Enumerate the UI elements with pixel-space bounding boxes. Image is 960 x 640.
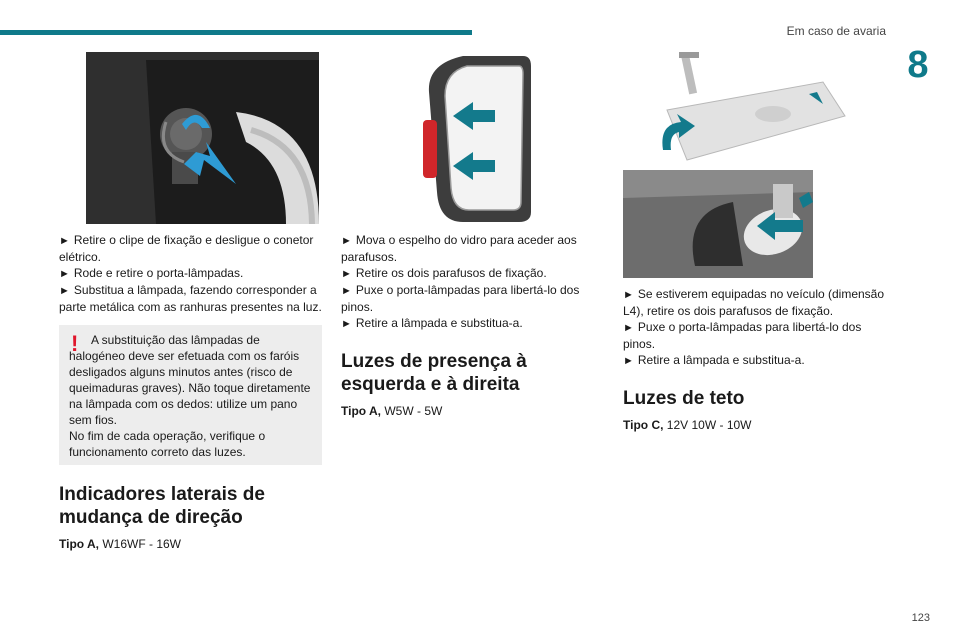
- step-item: ► Mova o espelho do vidro para aceder aos parafusos.: [341, 233, 577, 264]
- column-3: [623, 52, 886, 432]
- warning-note: [59, 325, 322, 465]
- figure-headlamp-bulb: [86, 52, 319, 224]
- step-arrow-icon: ►: [341, 235, 352, 247]
- warning-text: A substituição das lâmpadas de halogéneo deve ser efetuada com os faróis desligados alguns minutos antes (risco de queimaduras graves). Não toque diretamente na lâmpada com os dedos: utilize um pano sem fios.: [69, 333, 311, 427]
- headlamp-illustration: [86, 52, 319, 224]
- col3-steps: [623, 286, 886, 369]
- heading-side-indicators: Indicadores laterais de mudança de direção: [59, 484, 265, 528]
- col2-steps: [341, 232, 604, 332]
- figure-lamp-holder: [623, 52, 859, 278]
- step-arrow-icon: ►: [341, 318, 352, 330]
- step-item: ► Puxe o porta-lâmpadas para libertá-lo dos pinos.: [623, 320, 862, 351]
- step-arrow-icon: ►: [341, 285, 352, 297]
- step-item: ► Retire o clipe de fixação e desligue o conetor elétrico.: [59, 233, 314, 264]
- step-item: ► Retire a lâmpada e substitua-a.: [341, 316, 523, 330]
- lamp-holder-illustration: [623, 52, 859, 278]
- section-title: Em caso de avaria: [786, 24, 886, 38]
- step-item: ► Retire os dois parafusos de fixação.: [341, 266, 547, 280]
- step-item: ► Substitua a lâmpada, fazendo corresponder a parte metálica com as ranhuras presentes na luz.: [59, 283, 322, 314]
- page-number: 123: [911, 612, 930, 624]
- step-item: ► Rode e retire o porta-lâmpadas.: [59, 266, 244, 280]
- column-1: [59, 52, 322, 551]
- chapter-number: 8: [907, 44, 929, 86]
- bulb-type: Tipo A, W5W - 5W: [341, 404, 443, 418]
- step-item: ► Puxe o porta-lâmpadas para libertá-lo dos pinos.: [341, 283, 580, 314]
- step-arrow-icon: ►: [623, 355, 634, 367]
- step-arrow-icon: ►: [59, 268, 70, 280]
- step-item: ► Se estiverem equipadas no veículo (dimensão L4), retire os dois parafusos de fixação.: [623, 287, 885, 318]
- step-arrow-icon: ►: [623, 322, 634, 334]
- header-accent-bar: [0, 30, 472, 35]
- warning-text-2: No fim de cada operação, verifique o funcionamento correto das luzes.: [69, 429, 266, 459]
- step-arrow-icon: ►: [59, 235, 70, 247]
- mirror-illustration: [423, 52, 533, 224]
- step-arrow-icon: ►: [623, 289, 634, 301]
- heading-ceiling-lights: Luzes de teto: [623, 388, 745, 409]
- warning-icon: !: [71, 331, 79, 356]
- col1-steps: [59, 232, 322, 315]
- heading-position-lights: Luzes de presença à esquerda e à direita: [341, 351, 527, 395]
- step-item: ► Retire a lâmpada e substitua-a.: [623, 353, 805, 367]
- figure-mirror: [423, 52, 533, 224]
- step-arrow-icon: ►: [341, 268, 352, 280]
- bulb-type: Tipo C, 12V 10W - 10W: [623, 418, 752, 432]
- bulb-type: Tipo A, W16WF - 16W: [59, 537, 182, 551]
- column-2: [341, 52, 604, 418]
- step-arrow-icon: ►: [59, 285, 70, 297]
